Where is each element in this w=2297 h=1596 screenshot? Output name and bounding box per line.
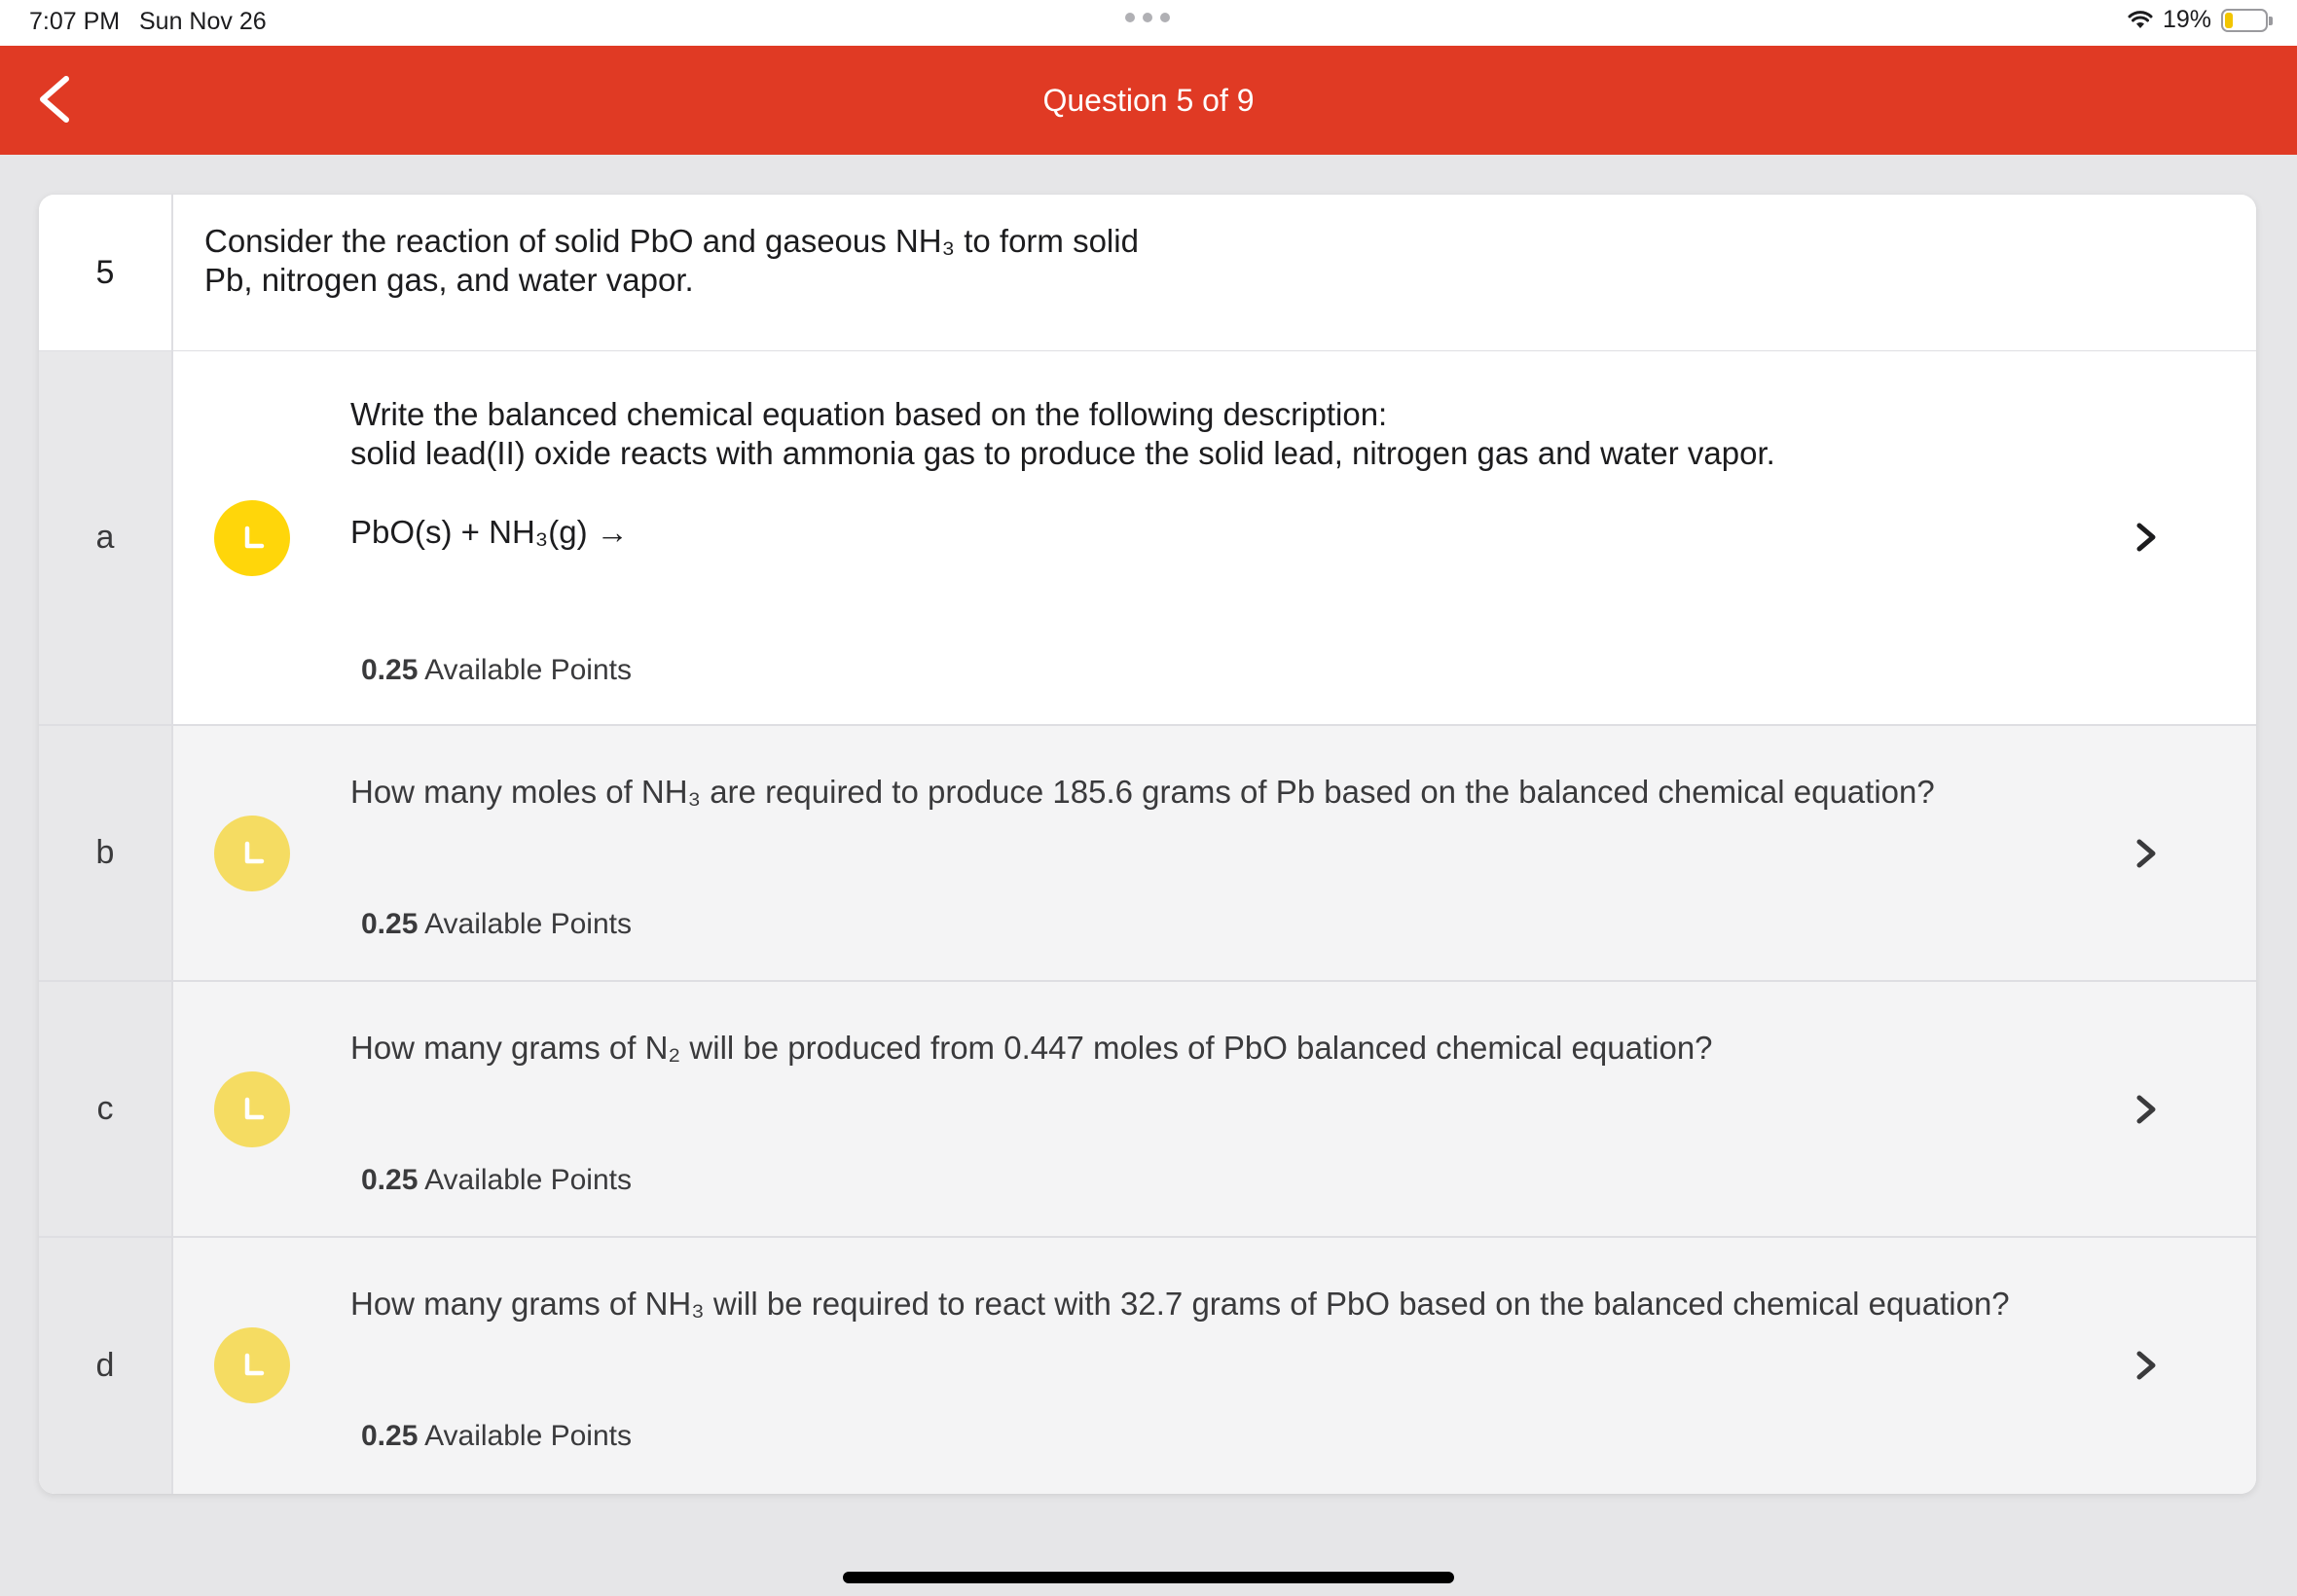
part-b-row[interactable] xyxy=(39,726,2256,982)
chevron-right-icon[interactable] xyxy=(2132,518,2161,557)
question-number: 5 xyxy=(39,195,173,350)
points-label: Available Points xyxy=(424,1420,632,1452)
question-text-line2: Pb, nitrogen gas, and water vapor. xyxy=(204,262,694,298)
points-value: 0.25 xyxy=(361,1164,419,1196)
part-letter: b xyxy=(39,726,173,980)
part-letter: a xyxy=(39,351,173,724)
equation-stem: PbO(s) + NH₃(g) → xyxy=(350,514,629,550)
question-header xyxy=(39,195,2256,352)
multitasking-dots-icon[interactable] xyxy=(1125,13,1170,22)
part-d-row[interactable] xyxy=(39,1238,2256,1494)
part-prompt-line2: solid lead(II) oxide reacts with ammonia gas to produce the solid lead, nitrogen gas and water vapor. xyxy=(350,435,1775,471)
part-prompt: How many moles of NH₃ are required to produce 185.6 grams of Pb based on the balanced chemical equation? xyxy=(350,774,1935,810)
clock-icon xyxy=(214,1327,290,1403)
battery-percent: 19% xyxy=(2162,6,2211,33)
clock-icon xyxy=(214,1071,290,1147)
question-text xyxy=(204,222,1372,300)
points-value: 0.25 xyxy=(361,1420,419,1452)
part-a-row[interactable] xyxy=(39,351,2256,726)
chevron-right-icon[interactable] xyxy=(2132,1090,2161,1129)
status-time: 7:07 PM xyxy=(29,8,121,35)
available-points xyxy=(361,908,632,941)
points-label: Available Points xyxy=(424,1164,632,1196)
available-points xyxy=(361,1164,632,1197)
header-bar xyxy=(0,46,2297,155)
points-value: 0.25 xyxy=(361,654,419,686)
chevron-right-icon[interactable] xyxy=(2132,834,2161,873)
part-prompt-line1: Write the balanced chemical equation based on the following description: xyxy=(350,396,1388,432)
home-indicator[interactable] xyxy=(843,1572,1454,1583)
status-date: Sun Nov 26 xyxy=(139,8,267,35)
wifi-icon xyxy=(2128,11,2153,30)
available-points xyxy=(361,1420,632,1453)
points-label: Available Points xyxy=(424,654,632,686)
points-label: Available Points xyxy=(424,908,632,940)
chevron-right-icon[interactable] xyxy=(2132,1346,2161,1385)
part-letter: d xyxy=(39,1238,173,1494)
clock-icon xyxy=(214,500,290,576)
points-value: 0.25 xyxy=(361,908,419,940)
part-prompt xyxy=(350,395,1775,473)
page-title: Question 5 of 9 xyxy=(1042,83,1255,118)
question-text-line1: Consider the reaction of solid PbO and gaseous NH₃ to form solid xyxy=(204,223,1139,259)
battery-icon xyxy=(2221,9,2268,32)
question-card xyxy=(39,195,2256,1494)
part-letter: c xyxy=(39,982,173,1236)
status-right xyxy=(2128,6,2268,34)
status-bar xyxy=(0,0,2297,46)
available-points xyxy=(361,654,632,687)
clock-icon xyxy=(214,816,290,891)
part-prompt: How many grams of N₂ will be produced from 0.447 moles of PbO balanced chemical equation? xyxy=(350,1030,1713,1066)
part-prompt: How many grams of NH₃ will be required to react with 32.7 grams of PbO based on the balanced chemical equation? xyxy=(350,1286,2010,1322)
battery-level-fill xyxy=(2225,13,2233,28)
part-c-row[interactable] xyxy=(39,982,2256,1238)
